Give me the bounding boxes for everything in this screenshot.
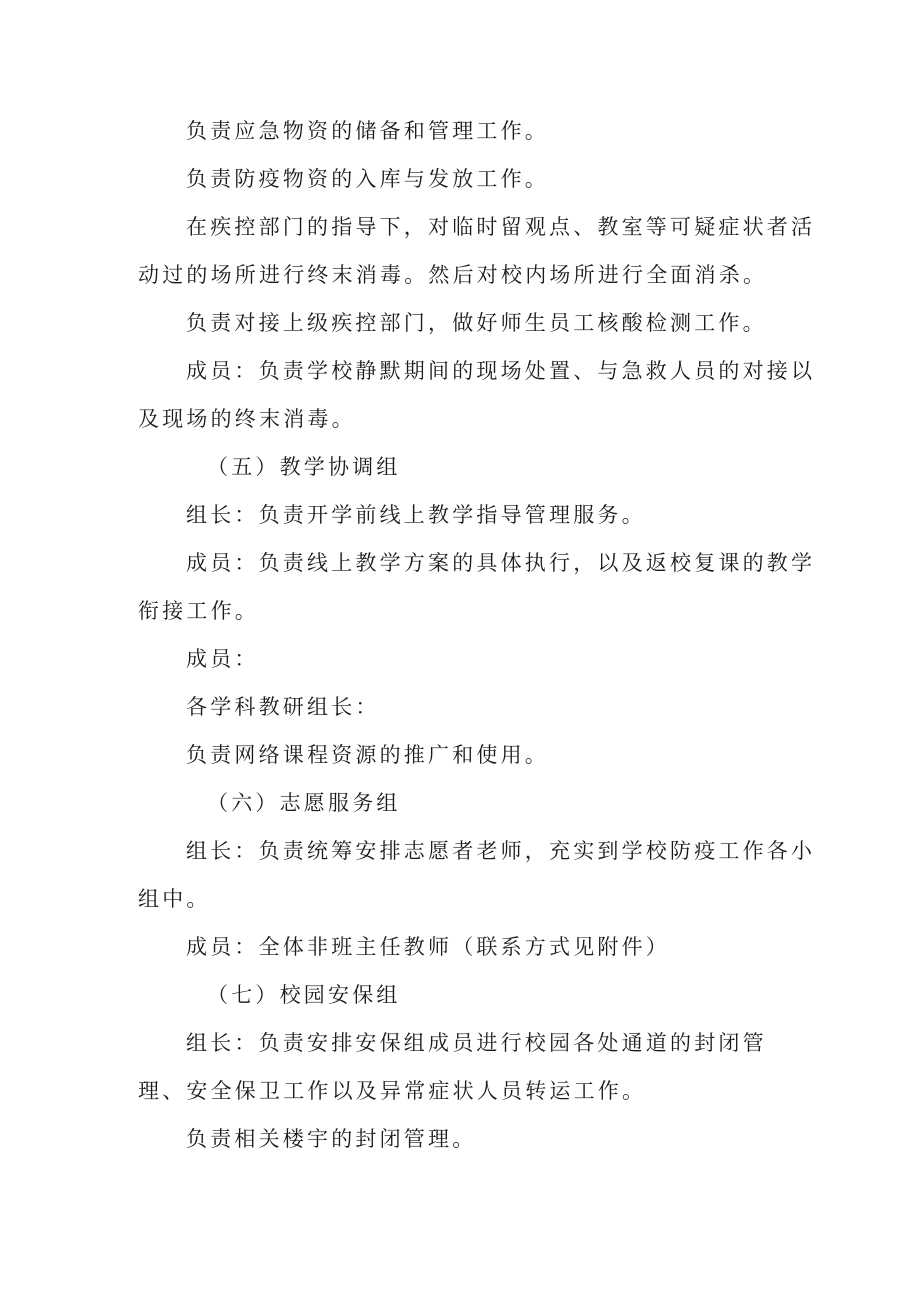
section-heading [138,443,788,491]
text-line: 各学科教研组长： [186,695,380,719]
paragraph [138,923,788,971]
document-body [138,107,816,1163]
text-line: 成员：负责学校静默期间的现场处置、与急救人员的对接以 [186,359,816,383]
paragraph [138,1019,788,1115]
paragraph [138,827,816,923]
text-line: 负责网络课程资源的推广和使用。 [186,743,549,767]
paragraph [138,539,816,635]
paragraph [138,107,788,155]
text-line: 理、安全保卫工作以及异常症状人员转运工作。 [138,1079,647,1103]
text-line: 衔接工作。 [138,599,259,623]
text-line: 组长：负责开学前线上教学指导管理服务。 [186,503,646,527]
paragraph [138,347,816,443]
paragraph [138,491,788,539]
section-heading [138,779,788,827]
paragraph [138,155,788,203]
text-line: 负责对接上级疾控部门，做好师生员工核酸检测工作。 [186,311,767,335]
paragraph [138,299,788,347]
text-line: 负责相关楼宇的封闭管理。 [186,1127,477,1151]
text-line: 负责应急物资的储备和管理工作。 [186,119,549,143]
section-heading [138,971,788,1019]
paragraph [138,635,788,683]
paragraph [138,683,788,731]
text-line: 组长：负责统筹安排志愿者老师，充实到学校防疫工作各小 [186,839,816,863]
paragraph [138,203,816,299]
text-line: 组中。 [138,887,211,911]
text-line: （七）校园安保组 [207,983,401,1007]
text-line: 在疾控部门的指导下，对临时留观点、教室等可疑症状者活 [186,215,816,239]
text-line: 成员： [186,647,259,671]
text-line: 负责防疫物资的入库与发放工作。 [186,167,549,191]
paragraph [138,1115,788,1163]
paragraph [138,731,788,779]
text-line: 成员：负责线上教学方案的具体执行，以及返校复课的教学 [186,551,816,575]
text-line: 动过的场所进行终末消毒。然后对校内场所进行全面消杀。 [138,263,768,287]
text-line: （六）志愿服务组 [207,791,401,815]
text-line: 成员：全体非班主任教师（联系方式见附件） [186,935,670,959]
text-line: （五）教学协调组 [207,455,401,479]
text-line: 组长：负责安排安保组成员进行校园各处通道的封闭管 [186,1031,767,1055]
text-line: 及现场的终末消毒。 [138,407,356,431]
